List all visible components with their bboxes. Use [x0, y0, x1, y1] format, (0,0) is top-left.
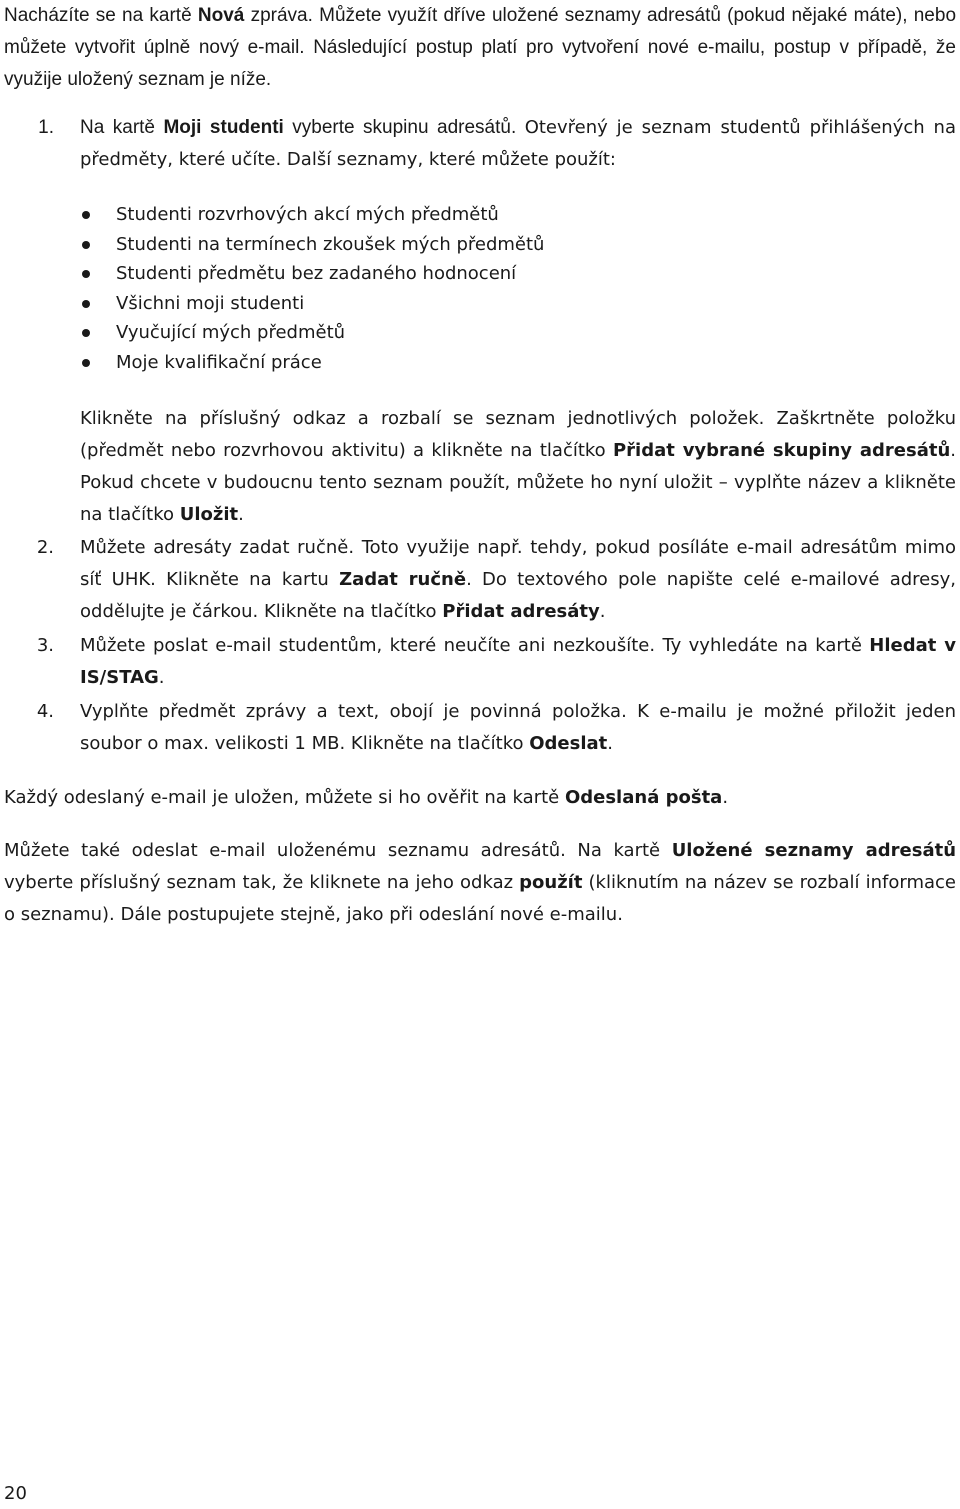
- item-text: Na kartě: [80, 117, 164, 138]
- button-name-odeslat: Odeslat: [529, 733, 608, 754]
- bullet-text: Moje kvalifikační práce: [116, 351, 322, 373]
- sent-mail-paragraph: [4, 782, 956, 814]
- paragraph-text: vyberte příslušný seznam tak, že kliknete na jeho odkaz: [4, 872, 520, 893]
- paragraph-text: Můžete také odeslat e-mail uloženému seznamu adresátů. Na kartě: [4, 840, 672, 861]
- item-text: Klikněte na příslušný odkaz a rozbalí se seznam jednotlivých položek. Zaškrtněte položku (předmět nebo rozvrhovou aktivitu) a klikněte na tlačítko: [80, 408, 956, 461]
- list-item-1: [4, 112, 956, 176]
- item-text: .: [158, 667, 165, 688]
- list-item: [80, 289, 940, 319]
- item-text: Můžete adresáty zadat ručně. Toto využije např. tehdy, pokud posíláte e-mail adresátům mimo síť UHK. Klikněte na kartu: [80, 537, 956, 590]
- bullet-text: Studenti na termínech zkoušek mých předmětů: [116, 233, 545, 255]
- item-text: Vyplňte předmět zprávy a text, obojí je povinná položka. K e-mailu je možné přiložit jeden soubor o max. velikosti 1 MB. Klikněte na tlačítko: [80, 701, 956, 754]
- item-text: .: [599, 601, 606, 622]
- list-item: [80, 318, 940, 348]
- item-number: 3.: [36, 635, 54, 656]
- item-text: Otevřený je seznam studentů přihlášených na předměty, které učíte. Další seznamy, které můžete použít:: [80, 117, 957, 170]
- paragraph-text: Každý odeslaný e-mail je uložen, můžete si ho ověřit na kartě: [4, 787, 565, 808]
- item-number: 1.: [38, 117, 54, 138]
- bullet-icon: [82, 211, 90, 219]
- button-name-pridat-vybrane: Přidat vybrané skupiny adresátů: [612, 440, 951, 461]
- intro-bold-nova: Nová: [197, 5, 245, 26]
- bullet-icon: [82, 241, 90, 249]
- list-item: [80, 200, 940, 230]
- saved-lists-paragraph: [4, 835, 956, 931]
- list-item-1-continued: [4, 403, 956, 531]
- item-body: [80, 532, 956, 628]
- item-body: [80, 112, 956, 176]
- tab-name-hledat: Hledat v IS/STAG: [80, 635, 956, 688]
- bullet-text: Všichni moji studenti: [116, 292, 305, 314]
- item-body: [80, 403, 956, 531]
- list-item: [80, 348, 940, 378]
- bullet-icon: [82, 270, 90, 278]
- item-text: . Do textového pole napište celé e-mailové adresy, oddělujte je čárkou. Klikněte na tlačítko: [80, 569, 956, 622]
- intro-text-rest: zpráva. Můžete využít dříve uložené seznamy adresátů (pokud nějaké máte), nebo můžete vytvořit úplně nový e-mail. Následující postup platí pro vytvoření nové e-mailu, postup v případě, že využije uložený seznam je níže.: [4, 5, 957, 90]
- item-text: .: [607, 733, 613, 754]
- tab-name-ulozene-seznamy: Uložené seznamy adresátů: [671, 840, 957, 861]
- bullet-text: Studenti rozvrhových akcí mých předmětů: [116, 204, 499, 225]
- tab-name-moji-studenti: Moji studenti: [163, 117, 284, 138]
- bullet-icon: [82, 300, 90, 308]
- item-text: Můžete poslat e-mail studentům, které neučíte ani nezkoušíte. Ty vyhledáte na kartě: [80, 635, 870, 656]
- button-name-pridat-adresaty: Přidat adresáty: [442, 601, 600, 622]
- item-text: . Pokud chcete v budoucnu tento seznam použít, můžete ho nyní uložit – vyplňte název a klikněte na tlačítko: [80, 440, 956, 525]
- link-name-pouzit: použít: [519, 872, 583, 893]
- bullet-text: Studenti předmětu bez zadaného hodnocení: [116, 263, 517, 284]
- intro-paragraph: [4, 0, 956, 96]
- list-item: [80, 230, 940, 260]
- item-body: [80, 696, 956, 760]
- bullet-icon: [82, 359, 90, 367]
- list-item-3: [4, 630, 956, 694]
- bullet-text: Vyučující mých předmětů: [116, 322, 346, 343]
- item-text: vyberte skupinu adresátů.: [283, 117, 525, 138]
- tab-name-odeslana-posta: Odeslaná pošta: [564, 787, 723, 808]
- recipient-list-options: [80, 200, 940, 377]
- paragraph-text: (kliknutím na název se rozbalí informace o seznamu). Dále postupujete stejně, jako při odeslání nové e-mailu.: [4, 872, 956, 925]
- list-item-2: [4, 532, 956, 628]
- intro-text: Nacházíte se na kartě: [4, 5, 198, 26]
- list-item: [80, 259, 940, 289]
- button-name-ulozit: Uložit: [179, 504, 239, 525]
- item-text: .: [238, 504, 244, 525]
- item-number: 4.: [36, 701, 54, 722]
- item-number: 2.: [36, 537, 54, 558]
- item-body: [80, 630, 956, 694]
- page-number: 20: [4, 1483, 27, 1504]
- paragraph-text: .: [722, 787, 729, 808]
- bullet-icon: [82, 329, 90, 337]
- tab-name-zadat-rucne: Zadat ručně: [339, 569, 467, 590]
- list-item-4: [4, 696, 956, 760]
